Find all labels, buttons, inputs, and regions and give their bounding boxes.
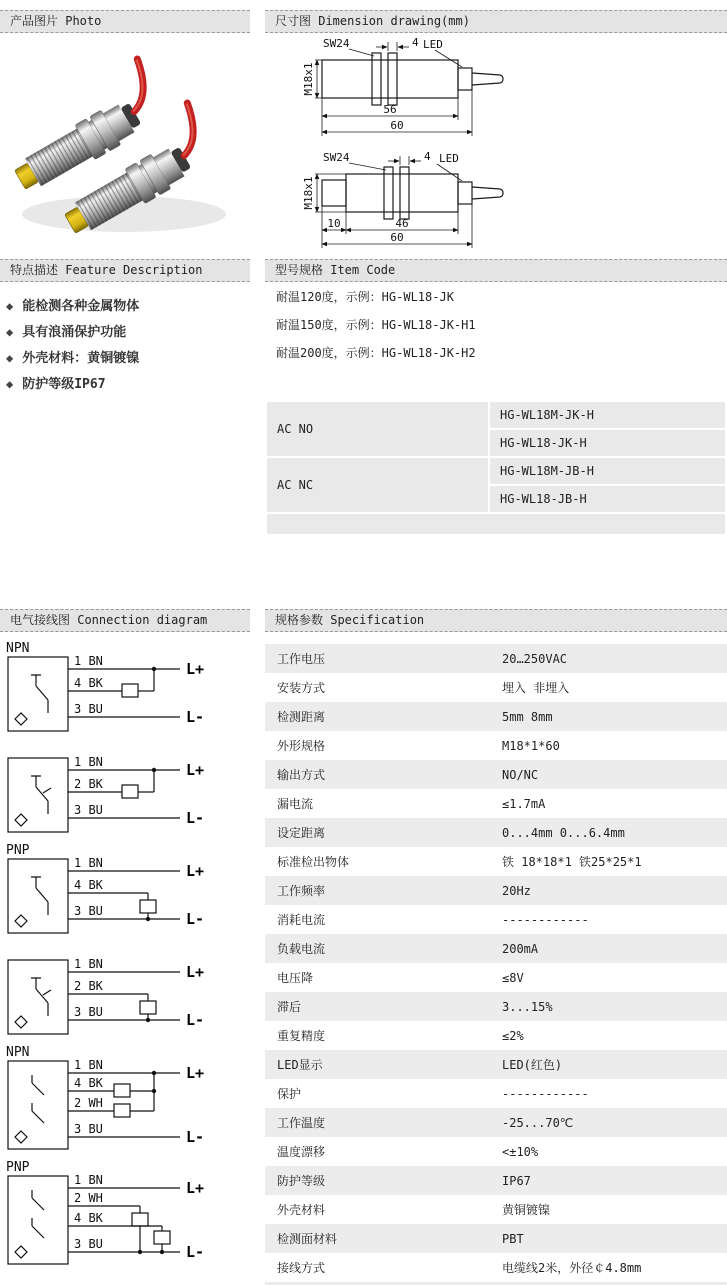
feature-list (6, 293, 139, 397)
lplus-label: L+ (186, 1179, 205, 1197)
item-code-notes (276, 283, 476, 367)
spec-row (265, 1079, 727, 1108)
spec-value-cell: IP67 (490, 1166, 727, 1195)
dim-10-label: 10 (327, 217, 341, 230)
sensor-box (8, 1061, 68, 1149)
load-resistor (154, 1231, 170, 1244)
wire-label: 1 BN (74, 755, 103, 769)
dim-46-label: 46 (395, 217, 409, 230)
dimension-drawing-nonflush (265, 150, 727, 252)
wire-label: 1 BN (74, 957, 103, 971)
output-type-label: NPN (6, 641, 30, 656)
spec-label-cell: 标准检出物体 (277, 855, 350, 869)
spec-row (265, 818, 727, 847)
thread-spec-label: M18x1 (302, 62, 315, 96)
spec-label-cell: 检测距离 (265, 702, 490, 731)
connection-section-header: 电气接线图 Connection diagram (0, 609, 250, 632)
lplus-label: L+ (186, 761, 205, 779)
led-label: LED (439, 152, 459, 165)
spec-value-cell: 20Hz (490, 876, 727, 905)
lminus-label: L- (186, 809, 205, 827)
spec-row (265, 847, 727, 876)
thread-spec-label: M18x1 (302, 176, 315, 210)
sensor-box (8, 960, 68, 1034)
wire-label: 2 WH (74, 1191, 103, 1205)
spec-row (265, 1021, 727, 1050)
spec-label-cell: 滞后 (265, 992, 490, 1021)
connection-diagrams (2, 641, 252, 1275)
load-resistor (122, 684, 138, 697)
spec-row (265, 1195, 727, 1224)
dim-60-label: 60 (390, 119, 404, 132)
item-code-note: 耐温200度，示例：HG-WL18-JK-H2 (276, 346, 476, 360)
spec-label-cell: 工作频率 (265, 876, 490, 905)
sensor-box (8, 859, 68, 933)
spec-label-cell: LED显示 (265, 1050, 490, 1079)
spec-value-cell: 5mm 8mm (490, 702, 727, 731)
spec-label-cell: 设定距离 (265, 818, 490, 847)
spec-label-cell: 工作电压 (265, 644, 490, 673)
spec-value-cell: M18*1*60 (502, 738, 560, 753)
feature-item (6, 371, 139, 397)
spec-label-cell: 保护 (277, 1087, 302, 1101)
spec-label-cell: 电压降 (277, 971, 314, 985)
wire-label: 4 BK (74, 1211, 103, 1225)
wire-label: 1 BN (74, 856, 103, 870)
feature-text: 能检测各种金属物体 (22, 299, 140, 314)
dim-60-label: 60 (390, 231, 404, 244)
spec-row (265, 1253, 727, 1282)
wire-label: 4 BK (74, 676, 103, 690)
feature-item (6, 293, 139, 319)
spec-label-cell: 输出方式 (265, 760, 490, 789)
load-resistor (122, 785, 138, 798)
wire-label: 3 BU (74, 1237, 103, 1251)
spec-label-cell: 重复精度 (277, 1029, 326, 1043)
spec-row (265, 673, 727, 702)
spec-row (265, 702, 727, 731)
wire-label: 3 BU (74, 1122, 103, 1136)
spec-value-cell: ≤8V (502, 970, 524, 985)
dimension-section-header: 尺寸图 Dimension drawing(mm) (265, 10, 727, 33)
wire-label: 3 BU (74, 1005, 103, 1019)
load-resistor (140, 1001, 156, 1014)
sensor-box (8, 1176, 68, 1264)
diamond-bullet-icon: ◆ (6, 377, 14, 391)
spec-value-cell: <±10% (502, 1144, 539, 1159)
spec-value-cell: -25...70℃ (490, 1108, 727, 1137)
lplus-label: L+ (186, 660, 205, 678)
item-code-note: 耐温150度，示例：HG-WL18-JK-H1 (276, 318, 476, 332)
code-value-cell: HG-WL18-JK-H (489, 429, 726, 457)
features-section-header: 特点描述 Feature Description (0, 259, 250, 282)
lminus-label: L- (186, 1243, 205, 1261)
spec-value-cell: NO/NC (490, 760, 727, 789)
code-value-cell: HG-WL18M-JB-H (489, 457, 726, 485)
sensor-box (8, 758, 68, 832)
spec-row (265, 789, 727, 818)
sensor-body-outline (322, 53, 503, 105)
load-resistor (132, 1213, 148, 1226)
code-row-empty (266, 513, 726, 535)
code-value-cell: HG-WL18M-JK-H (489, 401, 726, 429)
load-resistor (114, 1084, 130, 1097)
wire-label: 2 WH (74, 1096, 103, 1110)
spec-row (265, 731, 727, 760)
sensor-cable (112, 59, 159, 112)
wire-label: 1 BN (74, 654, 103, 668)
photo-section-header: 产品图片 Photo (0, 10, 250, 33)
spec-value-cell: 埋入 非埋入 (502, 681, 570, 695)
load-resistor (114, 1104, 130, 1117)
code-row (266, 457, 726, 485)
connection-diagram-npn-no (2, 641, 252, 741)
wrench-size-label: SW24 (323, 151, 350, 164)
lplus-label: L+ (186, 862, 205, 880)
wire-label: 4 BK (74, 1076, 103, 1090)
diamond-bullet-icon: ◆ (6, 325, 14, 339)
wire-label: 1 BN (74, 1058, 103, 1072)
spec-label-cell: 外形规格 (277, 739, 326, 753)
dim-56-label: 56 (383, 103, 397, 116)
code-type-cell: AC NO (266, 401, 489, 457)
item-code-table (265, 400, 727, 536)
code-row (266, 401, 726, 429)
feature-item (6, 319, 139, 345)
spec-label-cell: 负载电流 (265, 934, 490, 963)
wire-label: 3 BU (74, 904, 103, 918)
spec-label-cell: 防护等级 (265, 1166, 490, 1195)
spec-section-header: 规格参数 Specification (265, 609, 727, 632)
output-type-label: NPN (6, 1045, 30, 1060)
wire-label: 4 BK (74, 878, 103, 892)
spec-row (265, 1166, 727, 1195)
output-type-label: PNP (6, 843, 30, 858)
spec-row (265, 1137, 727, 1166)
spec-label-cell: 消耗电流 (277, 913, 326, 927)
spec-row (265, 876, 727, 905)
spec-value-cell: 20…250VAC (490, 644, 727, 673)
spec-value-cell: ≤2% (502, 1028, 524, 1043)
spec-value-cell: ------------ (502, 912, 589, 927)
lplus-label: L+ (186, 963, 205, 981)
wire-label: 2 BK (74, 979, 103, 993)
spec-value-cell: 黄铜镀镍 (502, 1203, 551, 1217)
code-value-cell: HG-WL18-JB-H (489, 485, 726, 513)
spec-value-cell: LED(红色) (490, 1050, 727, 1079)
wire-label: 3 BU (74, 803, 103, 817)
spec-label-cell: 工作温度 (265, 1108, 490, 1137)
spec-row (265, 905, 727, 934)
lminus-label: L- (186, 1011, 205, 1029)
wire-label: 1 BN (74, 1173, 103, 1187)
feature-item (6, 345, 139, 371)
groove-width-label: 4 (424, 150, 431, 163)
connection-diagram-nc (2, 742, 252, 842)
spec-value-cell: 0...4mm 0...6.4mm (490, 818, 727, 847)
spec-value-cell: 铁 18*18*1 铁25*25*1 (502, 855, 642, 869)
spec-label-cell: 温度漂移 (277, 1145, 326, 1159)
diamond-bullet-icon: ◆ (6, 351, 14, 365)
lminus-label: L- (186, 708, 205, 726)
spec-row (265, 1050, 727, 1079)
spec-label-cell: 接线方式 (277, 1261, 326, 1275)
spec-value-cell: 3...15% (490, 992, 727, 1021)
wrench-size-label: SW24 (323, 37, 350, 50)
feature-text: 外壳材料：黄铜镀镍 (22, 351, 140, 366)
dimension-drawing-flush (265, 36, 727, 148)
led-label: LED (423, 38, 443, 51)
sensor-cable (162, 103, 209, 156)
code-type-cell: AC NC (266, 457, 489, 513)
spec-table (265, 644, 727, 1285)
item-code-section-header: 型号规格 Item Code (265, 259, 727, 282)
connection-diagram-nc-2 (2, 944, 252, 1044)
diamond-bullet-icon: ◆ (6, 299, 14, 313)
spec-label-cell: 漏电流 (277, 797, 314, 811)
spec-row (265, 1224, 727, 1253)
spec-value-cell: 200mA (490, 934, 727, 963)
wire-label: 3 BU (74, 702, 103, 716)
connection-diagram-npn-4wire (2, 1045, 252, 1159)
feature-text: 具有浪涌保护功能 (22, 325, 127, 340)
spec-value-cell: ≤1.7mA (502, 796, 546, 811)
spec-row (265, 963, 727, 992)
spec-value-cell: ------------ (502, 1086, 589, 1101)
spec-label-cell: 外壳材料 (277, 1203, 326, 1217)
connection-diagram-pnp-4wire (2, 1160, 252, 1274)
spec-label-cell: 安装方式 (277, 681, 326, 695)
spec-row (265, 992, 727, 1021)
spec-row (265, 644, 727, 673)
groove-width-label: 4 (412, 36, 419, 49)
feature-text: 防护等级IP67 (22, 377, 106, 392)
lminus-label: L- (186, 1128, 205, 1146)
lminus-label: L- (186, 910, 205, 928)
spec-label-cell: 检测面材料 (265, 1224, 490, 1253)
spec-row (265, 760, 727, 789)
spec-row (265, 934, 727, 963)
item-code-note: 耐温120度，示例：HG-WL18-JK (276, 290, 454, 304)
spec-value-cell: PBT (490, 1224, 727, 1253)
lplus-label: L+ (186, 1064, 205, 1082)
spec-value-cell: 电缆线2米，外径￠4.8mm (502, 1261, 642, 1275)
product-photo (4, 38, 248, 246)
sensor-box (8, 657, 68, 731)
sensor-body-outline (322, 167, 503, 219)
load-resistor (140, 900, 156, 913)
wire-label: 2 BK (74, 777, 103, 791)
connection-diagram-pnp-no (2, 843, 252, 943)
spec-row (265, 1108, 727, 1137)
output-type-label: PNP (6, 1160, 30, 1175)
